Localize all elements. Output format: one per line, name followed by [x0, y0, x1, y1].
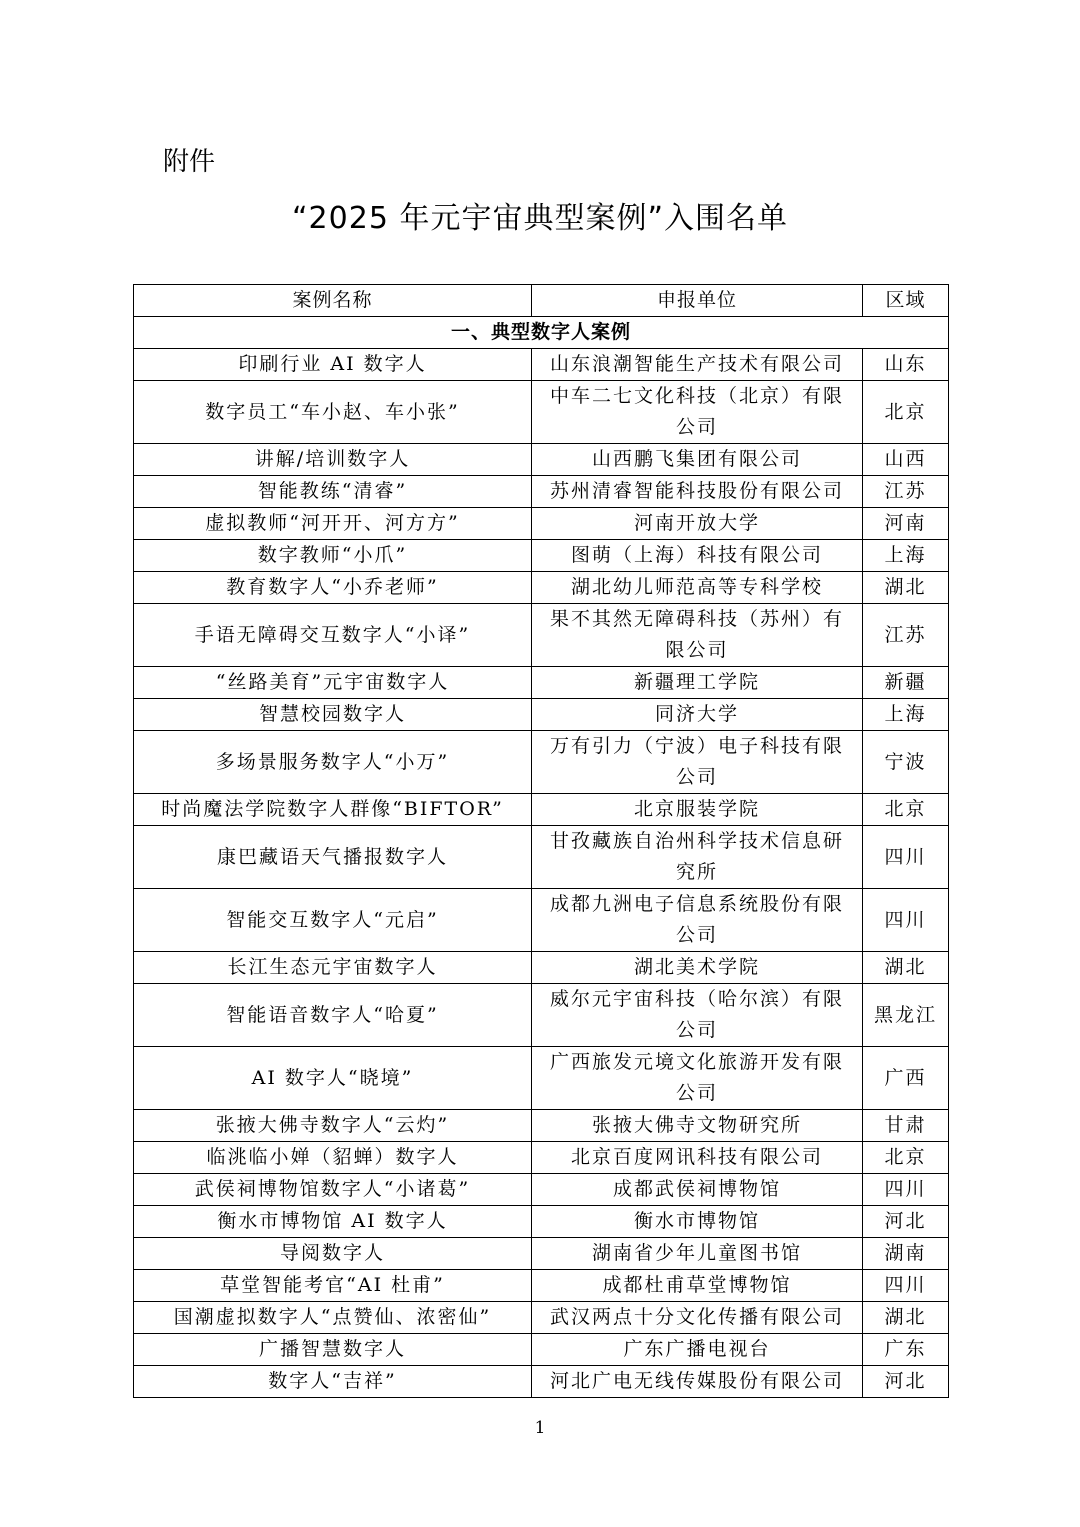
unit-cell: 衡水市博物馆	[532, 1206, 863, 1238]
region-cell: 湖北	[863, 952, 949, 984]
case-name-cell: 临洮临小婵（貂蝉）数字人	[134, 1142, 532, 1174]
header-unit: 申报单位	[532, 285, 863, 317]
table-row	[134, 1206, 949, 1238]
table-row	[134, 476, 949, 508]
case-name-cell: 智能语音数字人“哈夏”	[134, 984, 532, 1047]
region-cell: 北京	[863, 794, 949, 826]
table-row	[134, 1302, 949, 1334]
section-row	[134, 317, 949, 349]
table-row	[134, 381, 949, 444]
unit-cell: 中车二七文化科技（北京）有限公司	[532, 381, 863, 444]
section-title: 一、典型数字人案例	[134, 317, 949, 349]
unit-cell: 果不其然无障碍科技（苏州）有限公司	[532, 604, 863, 667]
header-case-name: 案例名称	[134, 285, 532, 317]
region-cell: 湖北	[863, 572, 949, 604]
unit-cell: 新疆理工学院	[532, 667, 863, 699]
case-name-cell: 手语无障碍交互数字人“小译”	[134, 604, 532, 667]
table-row	[134, 1110, 949, 1142]
case-name-cell: 数字员工“车小赵、车小张”	[134, 381, 532, 444]
region-cell: 北京	[863, 1142, 949, 1174]
table-header-row	[134, 285, 949, 317]
unit-cell: 广西旅发元境文化旅游开发有限公司	[532, 1047, 863, 1110]
unit-cell: 山东浪潮智能生产技术有限公司	[532, 349, 863, 381]
case-name-cell: 长江生态元宇宙数字人	[134, 952, 532, 984]
region-cell: 宁波	[863, 731, 949, 794]
case-name-cell: 草堂智能考官“AI 杜甫”	[134, 1270, 532, 1302]
case-name-cell: 张掖大佛寺数字人“云灼”	[134, 1110, 532, 1142]
table-row	[134, 1238, 949, 1270]
case-name-cell: 讲解/培训数字人	[134, 444, 532, 476]
case-name-cell: 多场景服务数字人“小万”	[134, 731, 532, 794]
case-name-cell: 时尚魔法学院数字人群像“BIFTOR”	[134, 794, 532, 826]
unit-cell: 广东广播电视台	[532, 1334, 863, 1366]
region-cell: 四川	[863, 826, 949, 889]
unit-cell: 万有引力（宁波）电子科技有限公司	[532, 731, 863, 794]
case-list-table	[133, 284, 949, 1398]
unit-cell: 成都九洲电子信息系统股份有限公司	[532, 889, 863, 952]
unit-cell: 图萌（上海）科技有限公司	[532, 540, 863, 572]
table-row	[134, 349, 949, 381]
region-cell: 新疆	[863, 667, 949, 699]
case-name-cell: 衡水市博物馆 AI 数字人	[134, 1206, 532, 1238]
region-cell: 河南	[863, 508, 949, 540]
case-name-cell: 智能交互数字人“元启”	[134, 889, 532, 952]
region-cell: 山西	[863, 444, 949, 476]
unit-cell: 湖北美术学院	[532, 952, 863, 984]
region-cell: 江苏	[863, 604, 949, 667]
table-row	[134, 1334, 949, 1366]
case-name-cell: 智慧校园数字人	[134, 699, 532, 731]
attachment-label: 附件	[163, 147, 216, 177]
page-number: 1	[534, 1418, 546, 1438]
table-row	[134, 984, 949, 1047]
case-name-cell: 教育数字人“小乔老师”	[134, 572, 532, 604]
unit-cell: 北京百度网讯科技有限公司	[532, 1142, 863, 1174]
table-row	[134, 1270, 949, 1302]
unit-cell: 湖南省少年儿童图书馆	[532, 1238, 863, 1270]
document-title: “2025 年元宇宙典型案例”入围名单	[292, 201, 788, 236]
unit-cell: 湖北幼儿师范高等专科学校	[532, 572, 863, 604]
table-row	[134, 699, 949, 731]
table-row	[134, 1047, 949, 1110]
case-name-cell: 导阅数字人	[134, 1238, 532, 1270]
region-cell: 河北	[863, 1206, 949, 1238]
region-cell: 上海	[863, 540, 949, 572]
table-row	[134, 572, 949, 604]
region-cell: 湖北	[863, 1302, 949, 1334]
case-name-cell: 虚拟教师“河开开、河方方”	[134, 508, 532, 540]
table-row	[134, 1142, 949, 1174]
case-name-cell: 广播智慧数字人	[134, 1334, 532, 1366]
table-row	[134, 1174, 949, 1206]
region-cell: 四川	[863, 889, 949, 952]
table-row	[134, 731, 949, 794]
region-cell: 上海	[863, 699, 949, 731]
table-row	[134, 794, 949, 826]
unit-cell: 武汉两点十分文化传播有限公司	[532, 1302, 863, 1334]
case-name-cell: “丝路美育”元宇宙数字人	[134, 667, 532, 699]
table-row	[134, 540, 949, 572]
unit-cell: 苏州清睿智能科技股份有限公司	[532, 476, 863, 508]
case-name-cell: 国潮虚拟数字人“点赞仙、浓密仙”	[134, 1302, 532, 1334]
table-row	[134, 826, 949, 889]
unit-cell: 甘孜藏族自治州科学技术信息研究所	[532, 826, 863, 889]
region-cell: 河北	[863, 1366, 949, 1398]
unit-cell: 河北广电无线传媒股份有限公司	[532, 1366, 863, 1398]
unit-cell: 张掖大佛寺文物研究所	[532, 1110, 863, 1142]
region-cell: 江苏	[863, 476, 949, 508]
region-cell: 广东	[863, 1334, 949, 1366]
region-cell: 黑龙江	[863, 984, 949, 1047]
region-cell: 甘肃	[863, 1110, 949, 1142]
case-name-cell: 智能教练“清睿”	[134, 476, 532, 508]
region-cell: 山东	[863, 349, 949, 381]
unit-cell: 河南开放大学	[532, 508, 863, 540]
unit-cell: 北京服装学院	[532, 794, 863, 826]
table-row	[134, 667, 949, 699]
case-name-cell: AI 数字人“晓境”	[134, 1047, 532, 1110]
case-name-cell: 数字人“吉祥”	[134, 1366, 532, 1398]
case-name-cell: 数字教师“小爪”	[134, 540, 532, 572]
unit-cell: 山西鹏飞集团有限公司	[532, 444, 863, 476]
region-cell: 广西	[863, 1047, 949, 1110]
unit-cell: 同济大学	[532, 699, 863, 731]
case-name-cell: 武侯祠博物馆数字人“小诸葛”	[134, 1174, 532, 1206]
unit-cell: 威尔元宇宙科技（哈尔滨）有限公司	[532, 984, 863, 1047]
region-cell: 湖南	[863, 1238, 949, 1270]
header-region: 区域	[863, 285, 949, 317]
region-cell: 北京	[863, 381, 949, 444]
table-row	[134, 889, 949, 952]
case-name-cell: 印刷行业 AI 数字人	[134, 349, 532, 381]
region-cell: 四川	[863, 1270, 949, 1302]
unit-cell: 成都武侯祠博物馆	[532, 1174, 863, 1206]
unit-cell: 成都杜甫草堂博物馆	[532, 1270, 863, 1302]
table-row	[134, 604, 949, 667]
region-cell: 四川	[863, 1174, 949, 1206]
table-row	[134, 508, 949, 540]
table-row	[134, 444, 949, 476]
table-row	[134, 952, 949, 984]
table-row	[134, 1366, 949, 1398]
case-name-cell: 康巴藏语天气播报数字人	[134, 826, 532, 889]
